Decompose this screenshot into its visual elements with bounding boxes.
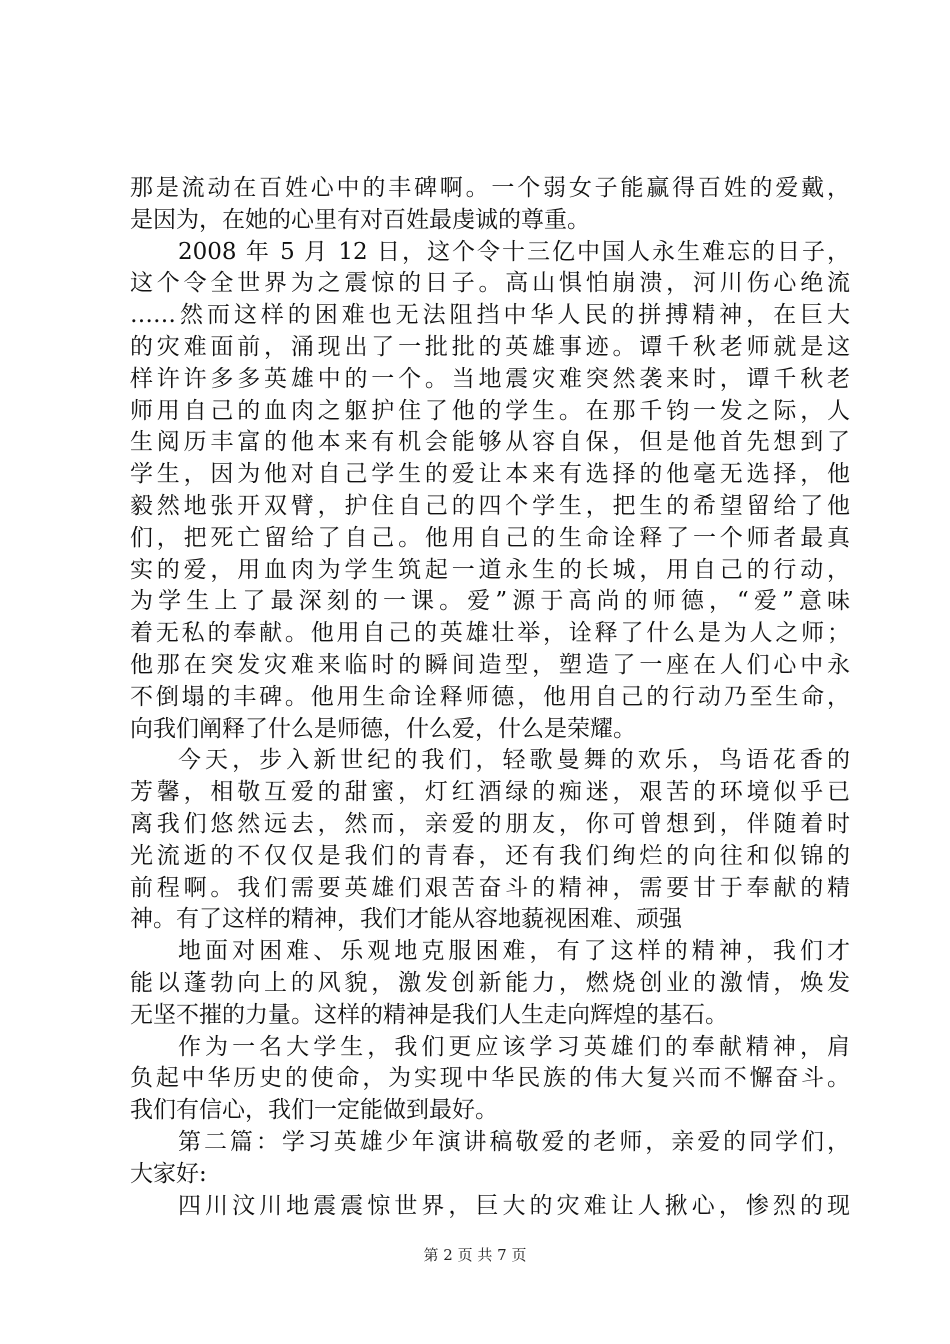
text-line: 四川汶川地震震惊世界，巨大的灾难让人揪心，惨烈的现 [178,1192,850,1219]
text-line: 作为一名大学生，我们更应该学习英雄们的奉献精神，肩 [178,1033,850,1060]
text-line: 那是流动在百姓心中的丰碑啊。一个弱女子能赢得百姓的爱戴， [130,175,850,201]
text-line: 向我们阐释了什么是师德，什么爱，什么是荣耀。 [130,715,636,742]
text-line: 无坚不摧的力量。这样的精神是我们人生走向辉煌的基石。 [130,1001,728,1028]
text-line: 我们有信心，我们一定能做到最好。 [130,1097,498,1124]
text-line: 为学生上了最深刻的一课。爱”源于高尚的师德，“爱”意味 [130,588,850,615]
text-line: 离我们悠然远去，然而，亲爱的朋友，你可曾想到，伴随着时 [130,810,850,837]
text-line: 光流逝的不仅仅是我们的青春，还有我们绚烂的向往和似锦的 [130,842,850,869]
text-line: 前程啊。我们需要英雄们艰苦奋斗的精神，需要甘于奉献的精 [130,874,850,901]
text-line: 着无私的奉献。他用自己的英雄壮举，诠释了什么是为人之师； [130,620,850,647]
text-line: 这个令全世界为之震惊的日子。高山惧怕崩溃，河川伤心绝流 [130,270,850,297]
text-line: 师用自己的血肉之躯护住了他的学生。在那千钧一发之际，人 [130,397,850,424]
document-body [130,173,850,1222]
text-line: 大家好: [130,1160,207,1187]
text-line: 他那在突发灾难来临时的瞬间造型，塑造了一座在人们心中永 [130,651,850,678]
text-line: 负起中华历史的使命，为实现中华民族的伟大复兴而不懈奋斗。 [130,1065,850,1092]
text-line: 的灾难面前，涌现出了一批批的英雄事迹。谭千秋老师就是这 [130,333,850,360]
text-line: 神。有了这样的精神，我们才能从容地藐视困难、顽强 [130,906,682,933]
text-line: 第二篇：学习英雄少年演讲稿敬爱的老师，亲爱的同学们， [178,1128,850,1155]
text-line: 芳馨，相敬互爱的甜蜜，灯红酒绿的痴迷，艰苦的环境似乎已 [130,779,850,806]
text-line: 今天，步入新世纪的我们，轻歌曼舞的欢乐，鸟语花香的 [178,747,850,774]
text-line: 地面对困难、乐观地克服困难，有了这样的精神，我们才 [178,938,850,965]
page-footer: 第 2 页 共 7 页 [423,1246,527,1264]
text-line: 生阅历丰富的他本来有机会能够从容自保，但是他首先想到了 [130,429,850,456]
text-line: 毅然地张开双臂，护住自己的四个学生，把生的希望留给了他 [130,492,850,519]
text-line: 样许许多多英雄中的一个。当地震灾难突然袭来时，谭千秋老 [130,365,850,392]
text-line: 是因为，在她的心里有对百姓最虔诚的尊重。 [130,206,590,233]
text-line: 2008 年 5 月 12 日，这个令十三亿中国人永生难忘的日子， [178,238,850,265]
text-line: 们，把死亡留给了自己。他用自己的生命诠释了一个师者最真 [130,524,850,551]
text-line: ……然而这样的困难也无法阻挡中华人民的拼搏精神，在巨大 [130,302,850,329]
text-line: 实的爱，用血肉为学生筑起一道永生的长城，用自己的行动， [130,556,850,583]
text-line: 不倒塌的丰碑。他用生命诠释师德，他用自己的行动乃至生命， [130,683,850,710]
text-line: 能以蓬勃向上的风貌，激发创新能力，燃烧创业的激情，焕发 [130,969,850,996]
text-line: 学生，因为他对自己学生的爱让本来有选择的他毫无选择，他 [130,461,850,488]
